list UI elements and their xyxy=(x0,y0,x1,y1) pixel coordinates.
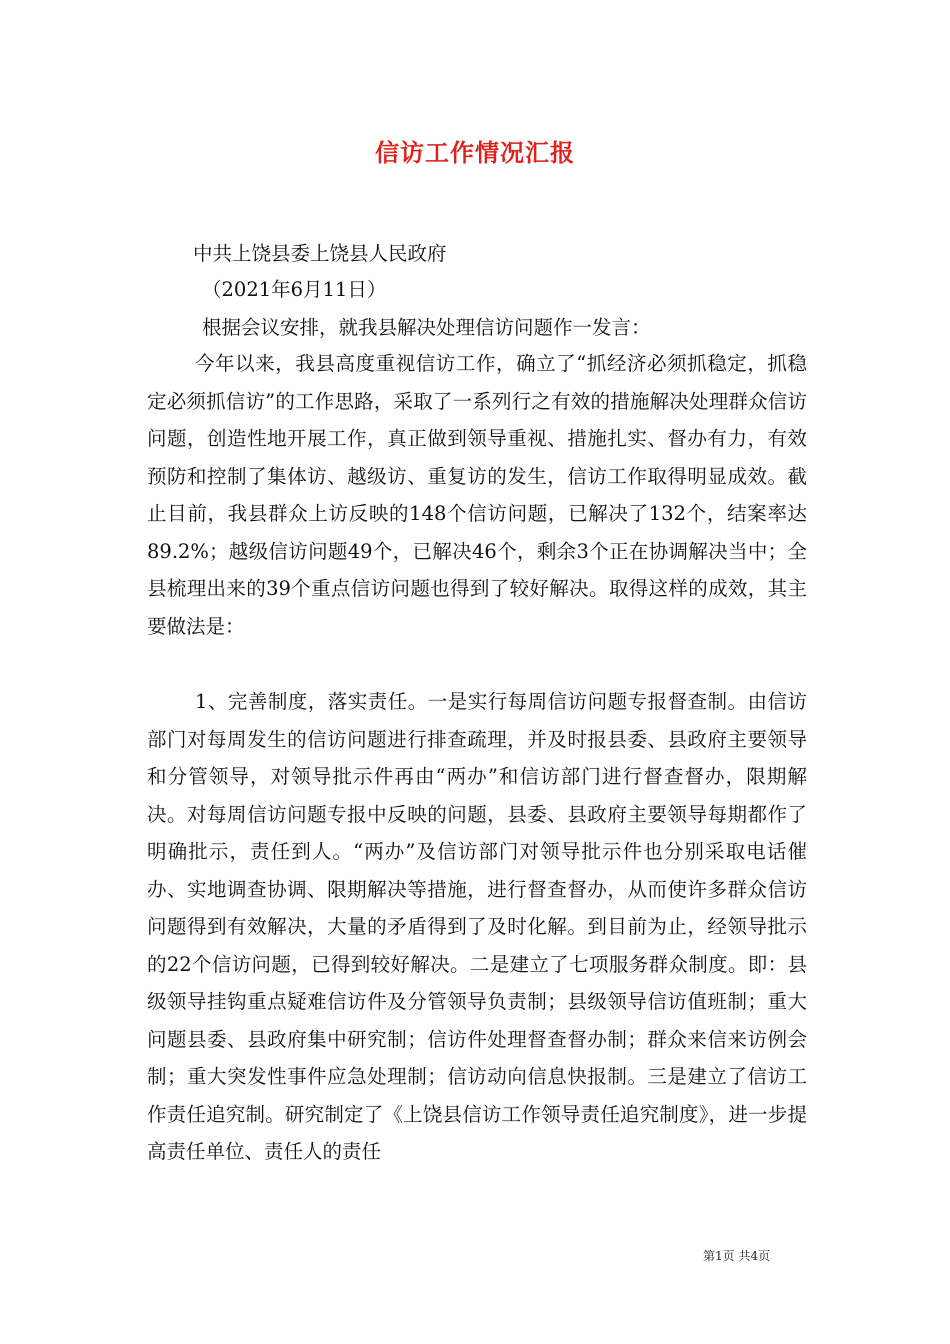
document-title: 信访工作情况汇报 xyxy=(375,138,575,167)
intro-line: 根据会议安排，就我县解决处理信访问题作一发言： xyxy=(202,316,651,339)
document-date: （2021年6月11日） xyxy=(202,278,387,301)
issuing-organization: 中共上饶县委上饶县人民政府 xyxy=(193,242,447,265)
body-paragraph-2: 1、完善制度，落实责任。一是实行每周信访问题专报督查制。由信访部门对每周发生的信访问题进行排查疏理，并及时报县委、县政府主要领导和分管领导，对领导批示件再由“两办”和信访部门进行督查督办，限期解决。对每周信访问题专报中反映的问题，县委、县政府主要领导每期都作了明确批示，责任到人。“两办”及信访部门对领导批示件也分别采取电话催办、实地调查协调、限期解决等措施，进行督查督办，从而使许多群众信访问题得到有效解决，大量的矛盾得到了及时化解。到目前为止，经领导批示的22个信访问题，已得到较好解决。二是建立了七项服务群众制度。即：县级领导挂钩重点疑难信访件及分管领导负责制；县级领导信访值班制；重大问题县委、县政府集中研究制；信访件处理督查督办制；群众来信来访例会制；重大突发性事件应急处理制；信访动向信息快报制。三是建立了信访工作责任追究制。研究制定了《上饶县信访工作领导责任追究制度》，进一步提高责任单位、责任人的责任 xyxy=(147,690,807,1163)
page-number-footer: 第1页 共4页 xyxy=(703,1249,771,1263)
body-paragraph-1: 今年以来，我县高度重视信访工作，确立了“抓经济必须抓稳定，抓稳定必须抓信访”的工作思路，采取了一系列行之有效的措施解决处理群众信访问题，创造性地开展工作，真正做到领导重视、措施扎实、督办有力，有效预防和控制了集体访、越级访、重复访的发生，信访工作取得明显成效。截止目前，我县群众上访反映的148个信访问题，已解决了132个，结案率达89.2%；越级信访问题49个，已解决46个，剩余3个正在协调解决当中；全县梳理出来的39个重点信访问题也得到了较好解决。取得这样的成效，其主要做法是： xyxy=(147,352,807,638)
